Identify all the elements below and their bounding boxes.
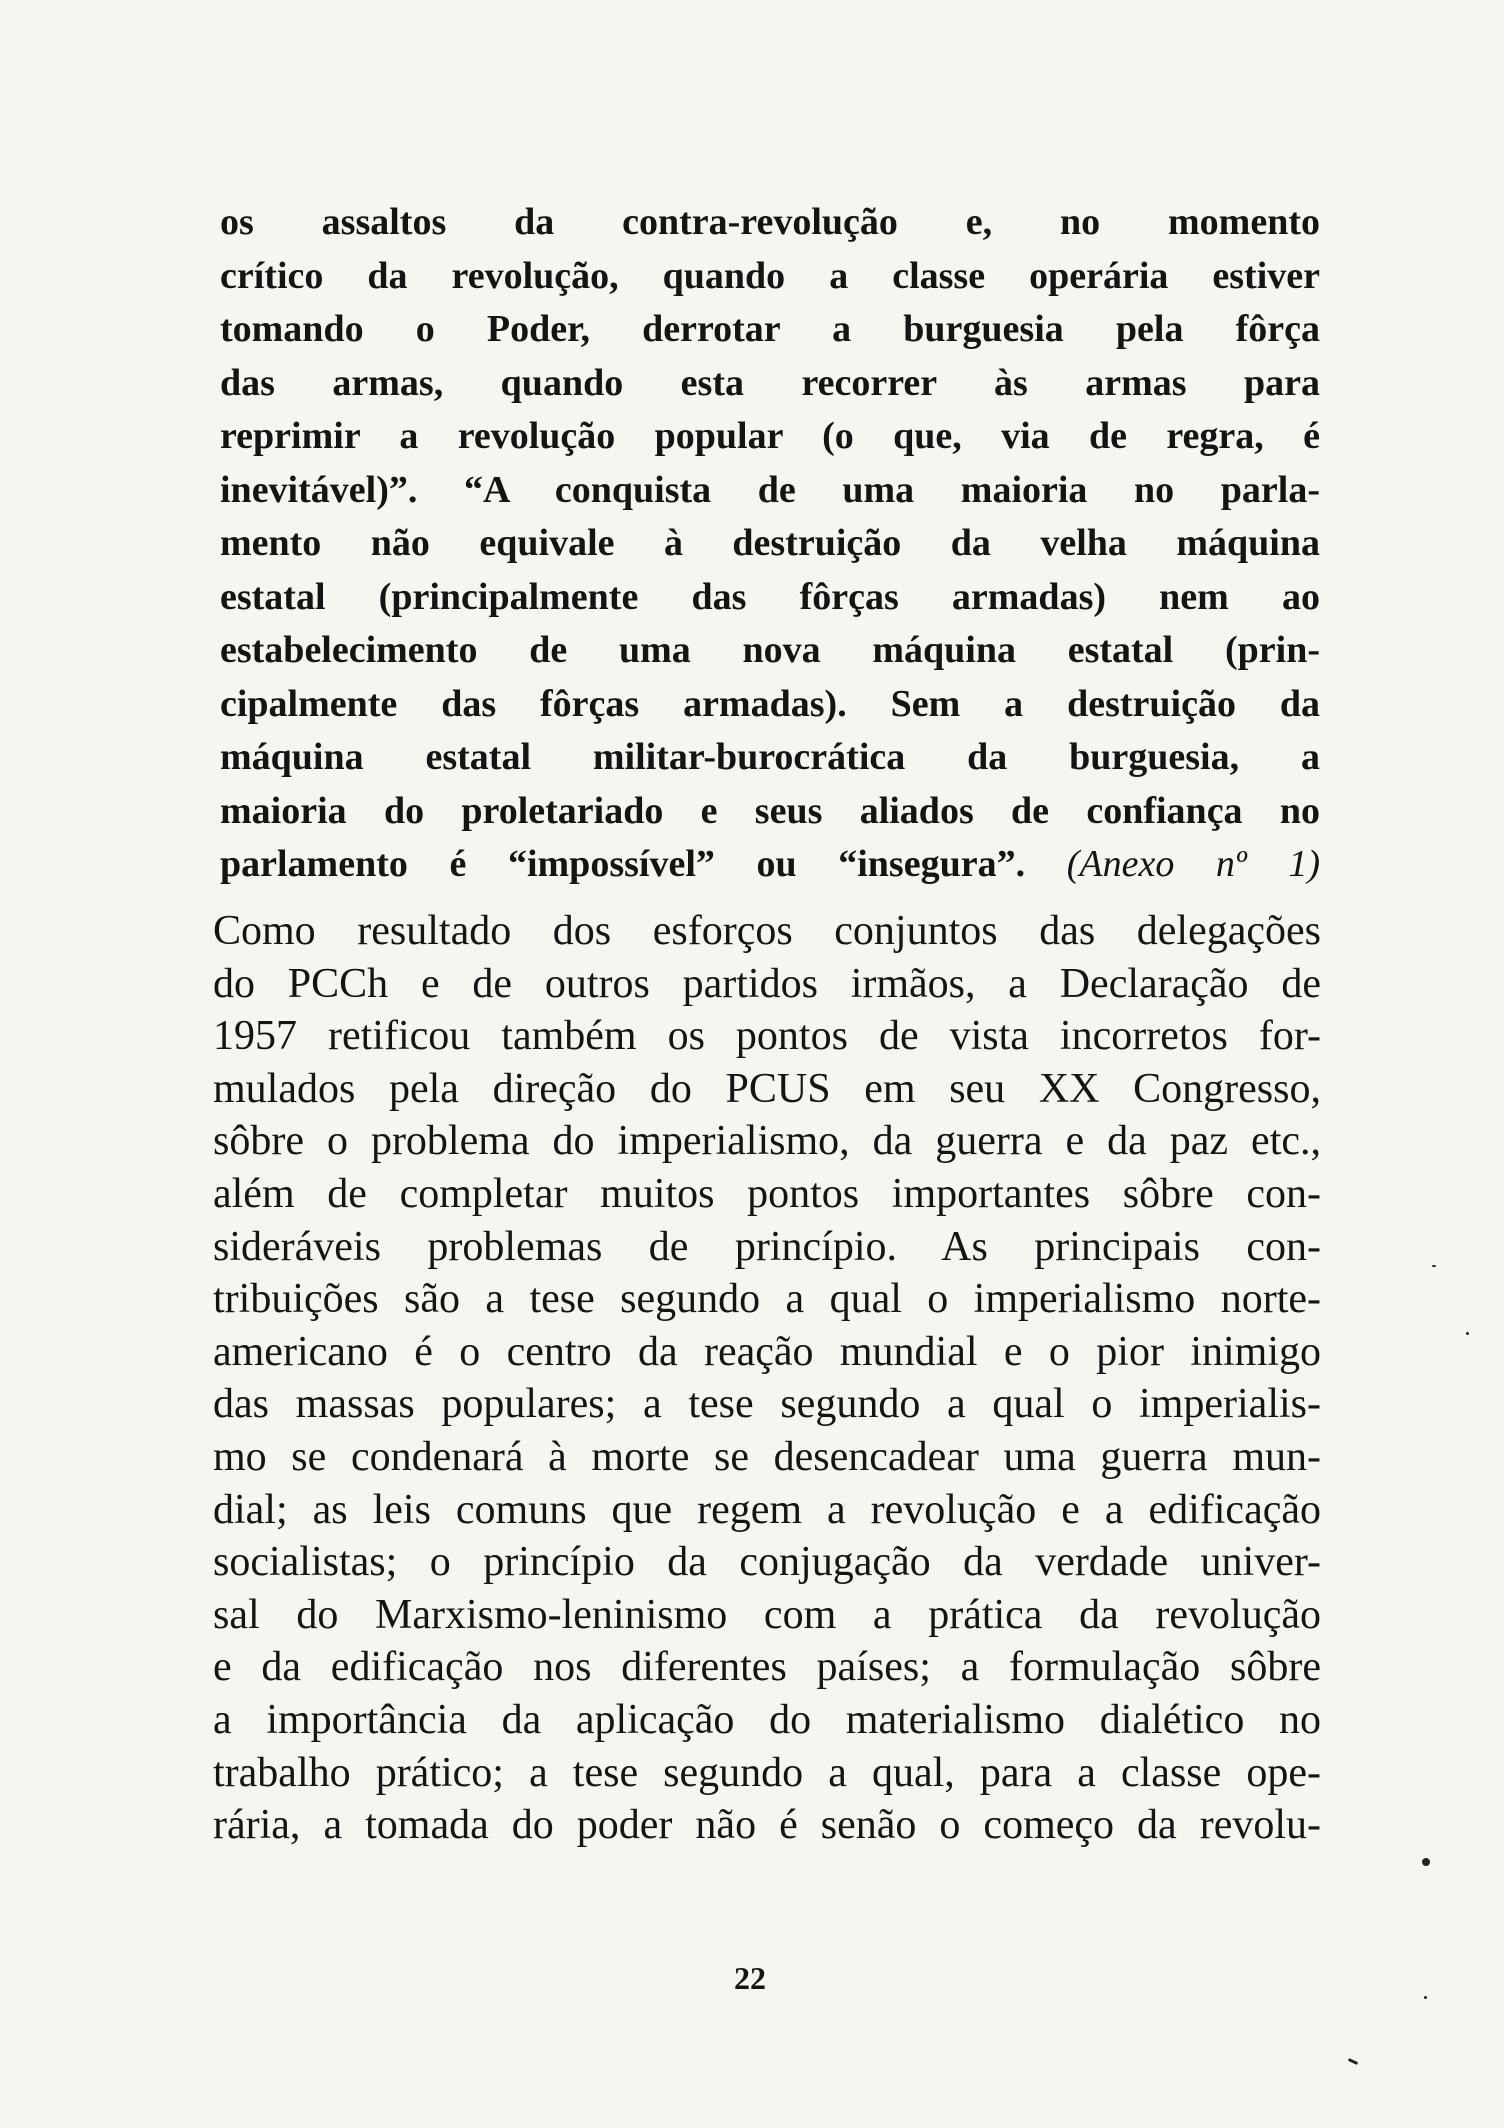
body-line: rária, a tomada do poder não é senão o começo da revolu-	[213, 1802, 1321, 1849]
scan-speck	[1422, 1858, 1430, 1866]
quote-line: estabelecimento de uma nova máquina estatal (prin-	[220, 629, 1320, 671]
body-line: sideráveis problemas de princípio. As principais con-	[213, 1223, 1321, 1270]
scan-speck	[1466, 1332, 1469, 1335]
quote-line: crítico da revolução, quando a classe operária estiver	[220, 254, 1320, 297]
scan-speck	[1424, 1996, 1427, 1999]
quoted-passage	[220, 196, 1320, 892]
body-line: trabalho prático; a tese segundo a qual, para a classe ope-	[213, 1749, 1321, 1796]
body-line: dial; as leis comuns que regem a revolução e a edificação	[213, 1486, 1321, 1533]
quote-line: das armas, quando esta recorrer às armas para	[220, 361, 1320, 404]
body-line: a importância da aplicação do materialismo dialético no	[213, 1696, 1321, 1743]
quote-citation: (Anexo nº 1)	[1066, 843, 1320, 885]
body-line: mulados pela direção do PCUS em seu XX Congresso,	[213, 1065, 1321, 1112]
quote-line: estatal (principalmente das fôrças armadas) nem ao	[220, 575, 1320, 618]
body-line: das massas populares; a tese segundo a qual o imperialis-	[213, 1381, 1321, 1428]
body-line: sôbre o problema do imperialismo, da guerra e da paz etc.,	[213, 1118, 1321, 1165]
body-line: e da edificação nos diferentes países; a formulação sôbre	[213, 1644, 1321, 1691]
quote-line: os assaltos da contra-revolução e, no momento	[220, 201, 1320, 243]
body-line: Como resultado dos esforços conjuntos das delegações	[213, 908, 1321, 954]
body-line: tribuições são a tese segundo a qual o imperialismo norte-	[213, 1276, 1321, 1323]
quote-line: cipalmente das fôrças armadas). Sem a destruição da	[220, 682, 1320, 725]
page-number: 22	[734, 1960, 766, 1996]
quote-last-line	[220, 838, 1320, 892]
quote-line: reprimir a revolução popular (o que, via de regra, é	[220, 415, 1320, 457]
body-paragraph	[213, 905, 1321, 1852]
quote-line: tomando o Poder, derrotar a burguesia pela fôrça	[220, 308, 1320, 350]
body-line: americano é o centro da reação mundial e o pior inimigo	[213, 1328, 1321, 1375]
quote-line: mento não equivale à destruição da velha máquina	[220, 522, 1320, 564]
quote-line: máquina estatal militar-burocrática da burguesia, a	[220, 736, 1320, 778]
body-line: 1957 retificou também os pontos de vista incorretos for-	[213, 1013, 1321, 1060]
quote-last-text: parlamento é “impossível” ou “insegura”.	[220, 843, 1026, 885]
body-line: mo se condenará à morte se desencadear uma guerra mun-	[213, 1433, 1321, 1480]
scan-speck	[1432, 1265, 1436, 1267]
quote-line: inevitável)”. “A conquista de uma maioria no parla-	[220, 468, 1320, 511]
body-line: sal do Marxismo-leninismo com a prática da revolução	[213, 1591, 1321, 1638]
quote-line: maioria do proletariado e seus aliados de confiança no	[220, 789, 1320, 832]
scan-speck	[1348, 2058, 1358, 2065]
body-line: do PCCh e de outros partidos irmãos, a Declaração de	[213, 960, 1321, 1007]
body-line: além de completar muitos pontos importantes sôbre con-	[213, 1170, 1321, 1217]
body-line: socialistas; o princípio da conjugação da verdade univer-	[213, 1539, 1321, 1586]
